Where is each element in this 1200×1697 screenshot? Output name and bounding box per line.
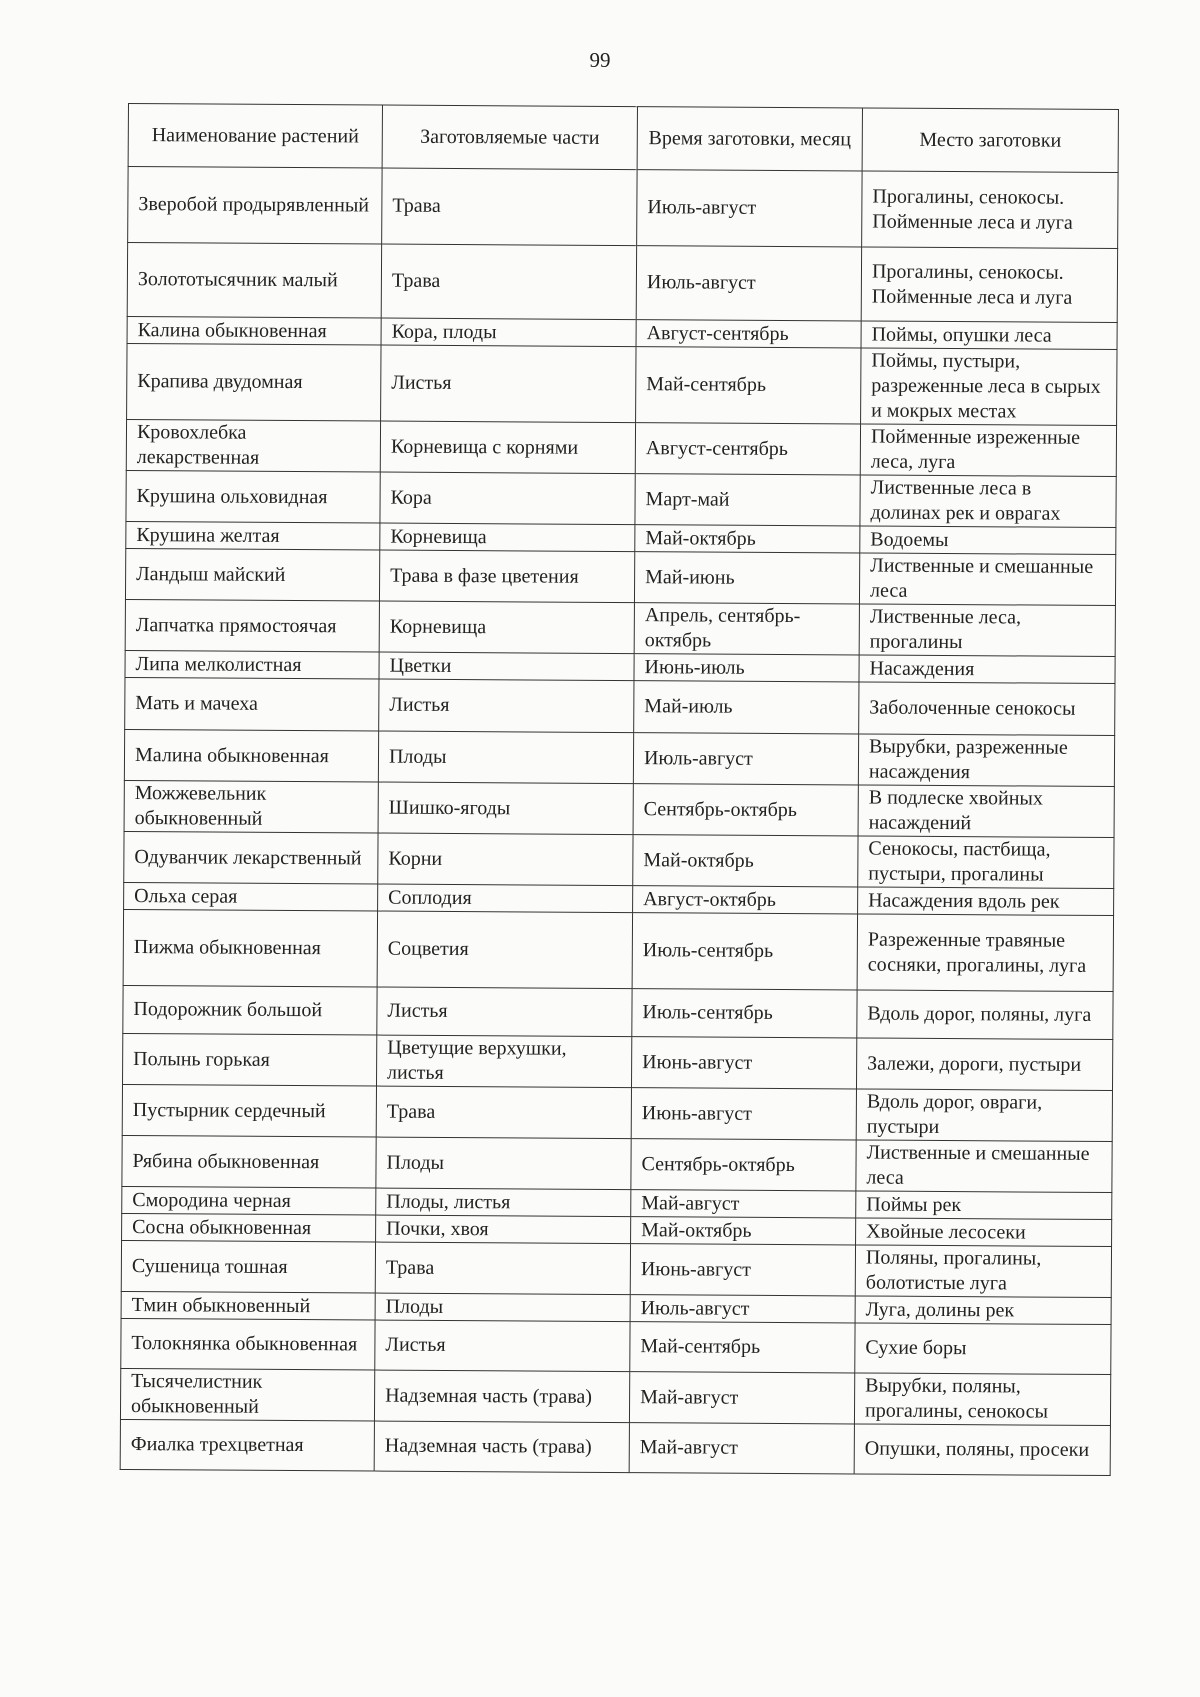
cell-harvest-time: Июль-сентябрь	[632, 989, 857, 1038]
cell-harvested-parts: Надземная часть (трава)	[374, 1370, 629, 1423]
cell-plant-name: Полынь горькая	[123, 1033, 377, 1086]
cell-harvested-parts: Трава	[381, 244, 636, 320]
cell-harvested-parts: Корневища	[379, 601, 634, 654]
cell-plant-name: Калина обыкновенная	[127, 316, 381, 345]
table-row	[124, 831, 1114, 888]
table-row	[123, 909, 1113, 991]
cell-harvested-parts: Корни	[378, 833, 633, 886]
cell-harvest-time: Август-сентябрь	[636, 320, 861, 348]
cell-harvest-place: Лиственные леса в долинах рек и оврагах	[860, 475, 1116, 528]
cell-plant-name: Рябина обыкновенная	[122, 1135, 376, 1188]
table-row	[124, 729, 1114, 786]
cell-plant-name: Смородина черная	[122, 1186, 376, 1215]
table-row	[125, 677, 1115, 735]
cell-harvest-time: Июнь-август	[630, 1244, 855, 1296]
cell-harvest-place: Луга, долины рек	[855, 1296, 1111, 1325]
cell-harvest-place: Поймы, опушки леса	[861, 321, 1117, 350]
cell-plant-name: Фиалка трехцветная	[120, 1419, 374, 1471]
cell-harvested-parts: Трава	[382, 168, 637, 246]
cell-harvest-place: Лиственные леса, прогалины	[859, 604, 1115, 657]
cell-harvested-parts: Трава	[375, 1242, 630, 1295]
cell-harvest-place: Вырубки, разреженные насаждения	[858, 734, 1114, 787]
cell-harvest-time: Май-октябрь	[633, 835, 858, 887]
cell-harvested-parts: Надземная часть (трава)	[374, 1421, 629, 1473]
cell-harvest-time: Июль-август	[637, 170, 862, 247]
cell-harvest-place: Пойменные изреженные леса, луга	[860, 424, 1116, 477]
cell-harvest-time: Август-сентябрь	[635, 423, 860, 475]
table-row	[127, 243, 1117, 323]
cell-harvested-parts: Листья	[375, 1320, 630, 1372]
cell-harvest-time: Июль-август	[633, 733, 858, 785]
table-row	[120, 1419, 1110, 1475]
cell-plant-name: Подорожник большой	[123, 985, 377, 1035]
header-harvest-place: Место заготовки	[862, 108, 1118, 173]
cell-harvest-time: Апрель, сентябрь-октябрь	[634, 603, 859, 655]
cell-harvest-place: Хвойные лесосеки	[856, 1218, 1112, 1247]
cell-plant-name: Тысячелистник обыкновенный	[120, 1368, 374, 1421]
cell-plant-name: Мать и мачеха	[125, 677, 379, 731]
cell-harvest-time: Сентябрь-октябрь	[633, 784, 858, 836]
cell-plant-name: Лапчатка прямостоячая	[125, 599, 379, 652]
cell-harvest-place: Сенокосы, пастбища, пустыри, прогалины	[858, 836, 1114, 889]
cell-plant-name: Золототысячник малый	[127, 243, 381, 319]
cell-harvest-time: Июль-сентябрь	[632, 913, 857, 990]
cell-harvest-place: Разреженные травяные сосняки, прогалины, луга	[857, 914, 1113, 992]
cell-harvest-place: Заболоченные сенокосы	[859, 682, 1115, 736]
cell-harvest-place: Вдоль дорог, овраги, пустыри	[856, 1089, 1112, 1142]
cell-harvested-parts: Плоды	[375, 1293, 630, 1322]
cell-harvest-place: Насаждения вдоль рек	[858, 887, 1114, 916]
plants-harvest-table	[120, 103, 1119, 1476]
cell-harvested-parts: Шишко-ягоды	[378, 782, 633, 835]
cell-harvest-place: Прогалины, сенокосы. Пойменные леса и луга	[861, 247, 1117, 323]
cell-harvest-place: Лиственные и смешанные леса	[856, 1140, 1112, 1193]
cell-harvested-parts: Кора	[380, 472, 635, 525]
cell-harvest-time: Май-июль	[634, 681, 859, 734]
cell-plant-name: Толокнянка обыкновенная	[121, 1318, 375, 1370]
table-row	[126, 470, 1116, 527]
cell-plant-name: Кровохлебка лекарственная	[126, 419, 380, 472]
cell-harvest-time: Июнь-август	[631, 1037, 856, 1089]
page-number: 99	[589, 48, 611, 72]
cell-harvested-parts: Почки, хвоя	[376, 1215, 631, 1244]
table-row	[127, 343, 1117, 425]
table-row	[128, 167, 1118, 249]
cell-harvest-place: Вырубки, поляны, прогалины, сенокосы	[854, 1373, 1110, 1426]
cell-plant-name: Крушина желтая	[126, 521, 380, 550]
cell-harvest-time: Июнь-июль	[634, 654, 859, 682]
table-row	[122, 1084, 1112, 1141]
cell-harvested-parts: Плоды	[376, 1137, 631, 1190]
cell-harvest-time: Август-октябрь	[633, 886, 858, 914]
cell-harvested-parts: Листья	[377, 987, 632, 1037]
cell-harvest-place: Прогалины, сенокосы. Пойменные леса и луга	[862, 171, 1118, 249]
cell-harvested-parts: Трава	[376, 1086, 631, 1139]
cell-harvest-time: Май-октябрь	[635, 525, 860, 553]
table-row	[122, 1135, 1112, 1192]
table-row	[123, 985, 1113, 1039]
cell-harvested-parts: Соплодия	[378, 884, 633, 913]
cell-plant-name: Ландыш майский	[125, 548, 379, 601]
cell-harvested-parts: Корневища	[380, 523, 635, 552]
cell-plant-name: Липа мелколистная	[125, 650, 379, 679]
table-row	[125, 548, 1115, 605]
cell-harvest-time: Июль-август	[636, 246, 861, 321]
cell-harvest-time: Май-июнь	[634, 552, 859, 604]
cell-harvest-place: Лиственные и смешанные леса	[859, 553, 1115, 606]
cell-harvest-time: Июнь-август	[631, 1088, 856, 1140]
cell-harvest-time: Май-сентябрь	[630, 1322, 855, 1373]
cell-plant-name: Сушеница тошная	[121, 1240, 375, 1293]
cell-harvested-parts: Цветущие верхушки, листья	[376, 1035, 631, 1088]
cell-harvest-place: Насаждения	[859, 655, 1115, 684]
cell-harvest-place: Поляны, прогалины, болотистые луга	[855, 1245, 1111, 1298]
table-row	[120, 1368, 1110, 1425]
cell-plant-name: Малина обыкновенная	[124, 729, 378, 782]
cell-harvest-place: Поймы рек	[856, 1191, 1112, 1220]
table-row	[121, 1318, 1111, 1374]
cell-harvested-parts: Корневища с корнями	[380, 421, 635, 474]
cell-harvest-time: Май-август	[629, 1372, 854, 1424]
cell-harvest-time: Май-август	[629, 1423, 854, 1474]
cell-harvested-parts: Соцветия	[377, 911, 632, 989]
cell-harvested-parts: Листья	[381, 345, 636, 423]
cell-harvest-place: Водоемы	[860, 526, 1116, 555]
table-row	[123, 1033, 1113, 1090]
cell-harvested-parts: Кора, плоды	[381, 318, 636, 347]
cell-harvested-parts: Плоды	[378, 731, 633, 784]
cell-harvest-time: Сентябрь-октябрь	[631, 1139, 856, 1191]
cell-plant-name: Одуванчик лекарственный	[124, 831, 378, 884]
cell-harvest-time: Май-сентябрь	[636, 347, 861, 424]
cell-plant-name: Крапива двудомная	[127, 343, 381, 421]
table-row	[124, 780, 1114, 837]
cell-plant-name: Зверобой продырявленный	[128, 167, 382, 245]
cell-harvest-place: В подлеске хвойных насаждений	[858, 785, 1114, 838]
cell-harvest-place: Вдоль дорог, поляны, луга	[857, 990, 1113, 1040]
cell-plant-name: Пижма обыкновенная	[123, 909, 377, 987]
cell-harvest-time: Июль-август	[630, 1295, 855, 1323]
cell-plant-name: Ольха серая	[124, 882, 378, 911]
cell-harvest-place: Залежи, дороги, пустыри	[856, 1038, 1112, 1091]
cell-harvest-time: Май-август	[631, 1190, 856, 1218]
header-harvested-parts: Заготовляемые части	[382, 105, 637, 170]
cell-harvest-time: Март-май	[635, 474, 860, 526]
cell-harvested-parts: Листья	[379, 679, 634, 733]
cell-plant-name: Тмин обыкновенный	[121, 1291, 375, 1320]
table-header	[128, 104, 1118, 173]
cell-harvest-place: Сухие боры	[855, 1323, 1111, 1375]
header-plant-name: Наименование растений	[128, 104, 382, 169]
header-row	[128, 104, 1118, 173]
cell-plant-name: Можжевельник обыкновенный	[124, 780, 378, 833]
table-row	[125, 599, 1115, 656]
table-row	[121, 1240, 1111, 1297]
header-harvest-time: Время заготовки, месяц	[637, 107, 862, 171]
cell-harvest-place: Поймы, пустыри, разреженные леса в сырых и мокрых местах	[861, 348, 1117, 426]
cell-plant-name: Сосна обыкновенная	[122, 1213, 376, 1242]
cell-plant-name: Пустырник сердечный	[122, 1084, 376, 1137]
cell-plant-name: Крушина ольховидная	[126, 470, 380, 523]
cell-harvested-parts: Цветки	[379, 652, 634, 681]
cell-harvest-time: Май-октябрь	[631, 1217, 856, 1245]
cell-harvested-parts: Плоды, листья	[376, 1188, 631, 1217]
cell-harvest-place: Опушки, поляны, просеки	[854, 1424, 1110, 1476]
table-body	[120, 167, 1118, 1476]
table-row	[126, 419, 1116, 476]
cell-harvested-parts: Трава в фазе цветения	[379, 550, 634, 603]
